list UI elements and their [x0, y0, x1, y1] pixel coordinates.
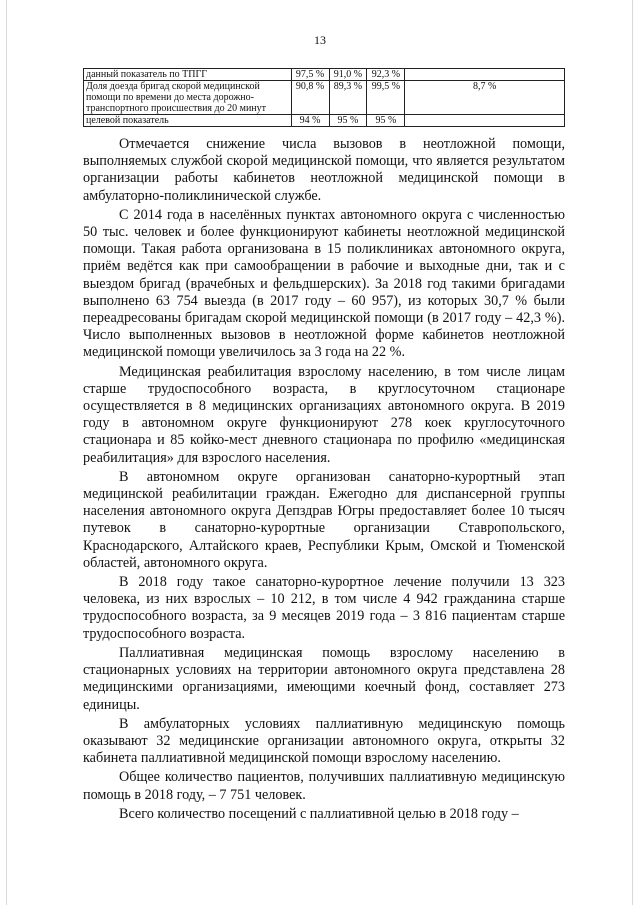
value-cell: 89,3 %	[329, 81, 367, 115]
row-label: данный показатель по ТПГГ	[84, 69, 292, 81]
scan-edge-left	[6, 0, 7, 905]
value-cell: 97,5 %	[291, 69, 329, 81]
extra-cell: 8,7 %	[405, 81, 565, 115]
table-row	[84, 69, 565, 81]
page-number: 13	[314, 33, 326, 47]
paragraph: Паллиативная медицинская помощь взрослому населению в стационарных условиях на территории автономного округа представлена 28 медицинскими организациями, имеющими коечный фонд, составляет 273 единицы.	[83, 644, 565, 713]
paragraph: В 2018 году такое санаторно-курортное лечение получили 13 323 человека, из них взрослых – 10 212, в том числе 4 942 гражданина старше трудоспособного возраста, за 9 месяцев 2019 года – 3 816 пациентам старше трудоспособного возраста.	[83, 574, 565, 642]
value-cell: 91,0 %	[329, 69, 367, 81]
paragraph: Отмечается снижение числа вызовов в неотложной помощи, выполняемых службой скорой медицинской помощи, что является результатом организации работы кабинетов неотложной медицинской помощи в амбулаторно-поликлинической службе.	[83, 136, 565, 204]
paragraph: В автономном округе организован санаторно-курортный этап медицинской реабилитации граждан. Ежегодно для диспансерной группы населения автономного округа Депздрав Югры предоставляет более 10 тысяч путевок в санаторно-курортные организации Ставропольского, Краснодарского, Алтайского краев, Республики Крым, Омской и Тюменской областей, автономного округа.	[83, 468, 565, 571]
paragraph: Всего количество посещений с паллиативной целью в 2018 году –	[119, 805, 519, 822]
extra-cell	[405, 69, 565, 81]
value-cell: 95 %	[329, 115, 367, 127]
value-cell: 92,3 %	[367, 69, 405, 81]
table-row	[84, 115, 565, 127]
row-label: целевой показатель	[84, 115, 292, 127]
extra-cell	[405, 115, 565, 127]
paragraph: Медицинская реабилитация взрослому населению, в том числе лицам старше трудоспособного возраста, в круглосуточном стационаре осуществляется в 8 медицинских организациях автономного округа. В 2019 году в автономном округе функционируют 278 коек круглосуточного стационара и 85 койко-мест дневного стационара по профилю «медицинская реабилитация» для взрослого населения.	[83, 363, 565, 466]
paragraph: В амбулаторных условиях паллиативную медицинскую помощь оказывают 32 медицинские организации автономного округа, открыты 32 кабинета паллиативной медицинской помощи взрослому населению.	[83, 715, 565, 767]
document-body	[83, 136, 565, 825]
value-cell: 90,8 %	[291, 81, 329, 115]
value-cell: 94 %	[291, 115, 329, 127]
paragraph: Общее количество пациентов, получивших паллиативную медицинскую помощь в 2018 году, – 7 751 человек.	[83, 769, 565, 803]
value-cell: 95 %	[367, 115, 405, 127]
scan-edge-right	[632, 0, 633, 905]
row-label: Доля доезда бригад скорой медицинской помощи по времени до места дорожно-транспортного происшествия до 20 минут	[84, 81, 292, 115]
indicators-table	[83, 68, 565, 127]
value-cell: 99,5 %	[367, 81, 405, 115]
table-row	[84, 81, 565, 115]
paragraph: С 2014 года в населённых пунктах автономного округа с численностью 50 тыс. человек и более функционируют кабинеты неотложной медицинской помощи. Такая работа организована в 15 поликлиниках автономного округа, приём ведётся как при самообращении в рабочие и выходные дни, так и с выездом бригад (врачебных и фельдшерских). За 2018 год такими бригадами выполнено 63 754 выезда (в 2017 году – 60 957), из которых 30,7 % были переадресованы бригадам скорой медицинской помощи (в 2017 году – 42,3 %). Число выполненных вызовов в неотложной форме кабинетов неотложной медицинской помощи увеличилось за 3 года на 22 %.	[83, 206, 565, 361]
